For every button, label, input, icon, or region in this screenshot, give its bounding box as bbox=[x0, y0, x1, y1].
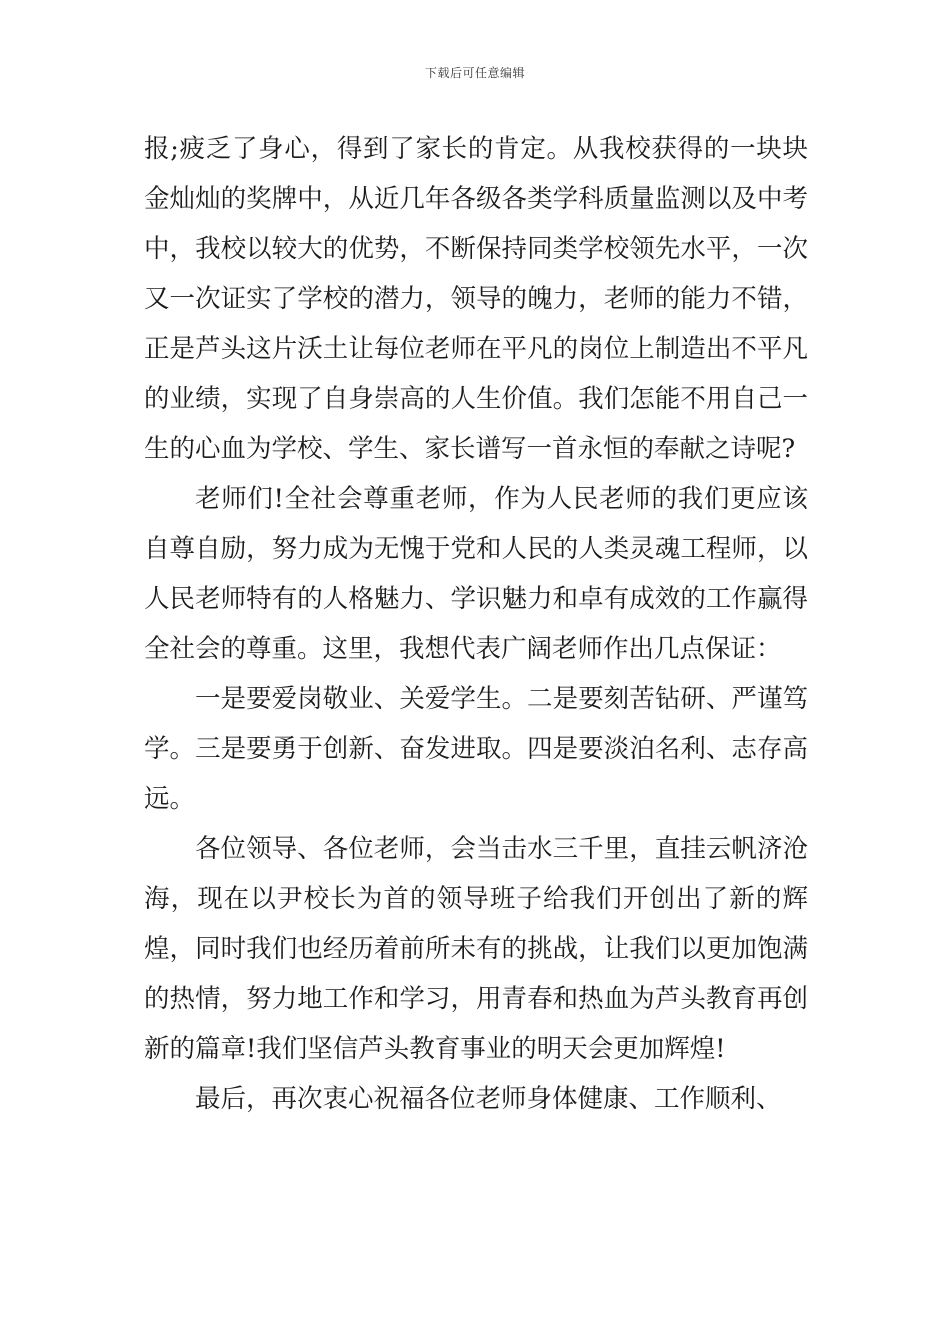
paragraph-closing: 最后，再次衷心祝福各位老师身体健康、工作顺利、 bbox=[195, 1084, 782, 1114]
paragraph-future: 各位领导、各位老师，会当击水三千里，直挂云帆济沧海，现在以尹校长为首的领导班子给我们开创出了新的辉煌，同时我们也经历着前所未有的挑战，让我们以更加饱满的热情，努力地工作和学习，用青春和热血为芦头教育再创新的篇章!我们坚信芦头教育事业的明天会更加辉煌! bbox=[144, 834, 808, 1064]
document-body bbox=[144, 124, 808, 1124]
paragraph-pledges: 一是要爱岗敬业、关爱学生。二是要刻苦钻研、严谨笃学。三是要勇于创新、奋发进取。四是要淡泊名利、志存高远。 bbox=[144, 684, 808, 814]
page-header: 下载后可任意编辑 bbox=[424, 66, 525, 80]
paragraph-teachers-respect: 老师们!全社会尊重老师，作为人民老师的我们更应该自尊自励，努力成为无愧于党和人民的人类灵魂工程师，以人民老师特有的人格魅力、学识魅力和卓有成效的工作赢得全社会的尊重。这里，我想代表广阔老师作出几点保证： bbox=[144, 484, 808, 664]
paragraph-continuation: 报;疲乏了身心，得到了家长的肯定。从我校获得的一块块金灿灿的奖牌中，从近几年各级各类学科质量监测以及中考中，我校以较大的优势，不断保持同类学校领先水平，一次又一次证实了学校的潜力，领导的魄力，老师的能力不错，正是芦头这片沃土让每位老师在平凡的岗位上制造出不平凡的业绩，实现了自身崇高的人生价值。我们怎能不用自己一生的心血为学校、学生、家长谱写一首永恒的奉献之诗呢? bbox=[144, 134, 808, 464]
